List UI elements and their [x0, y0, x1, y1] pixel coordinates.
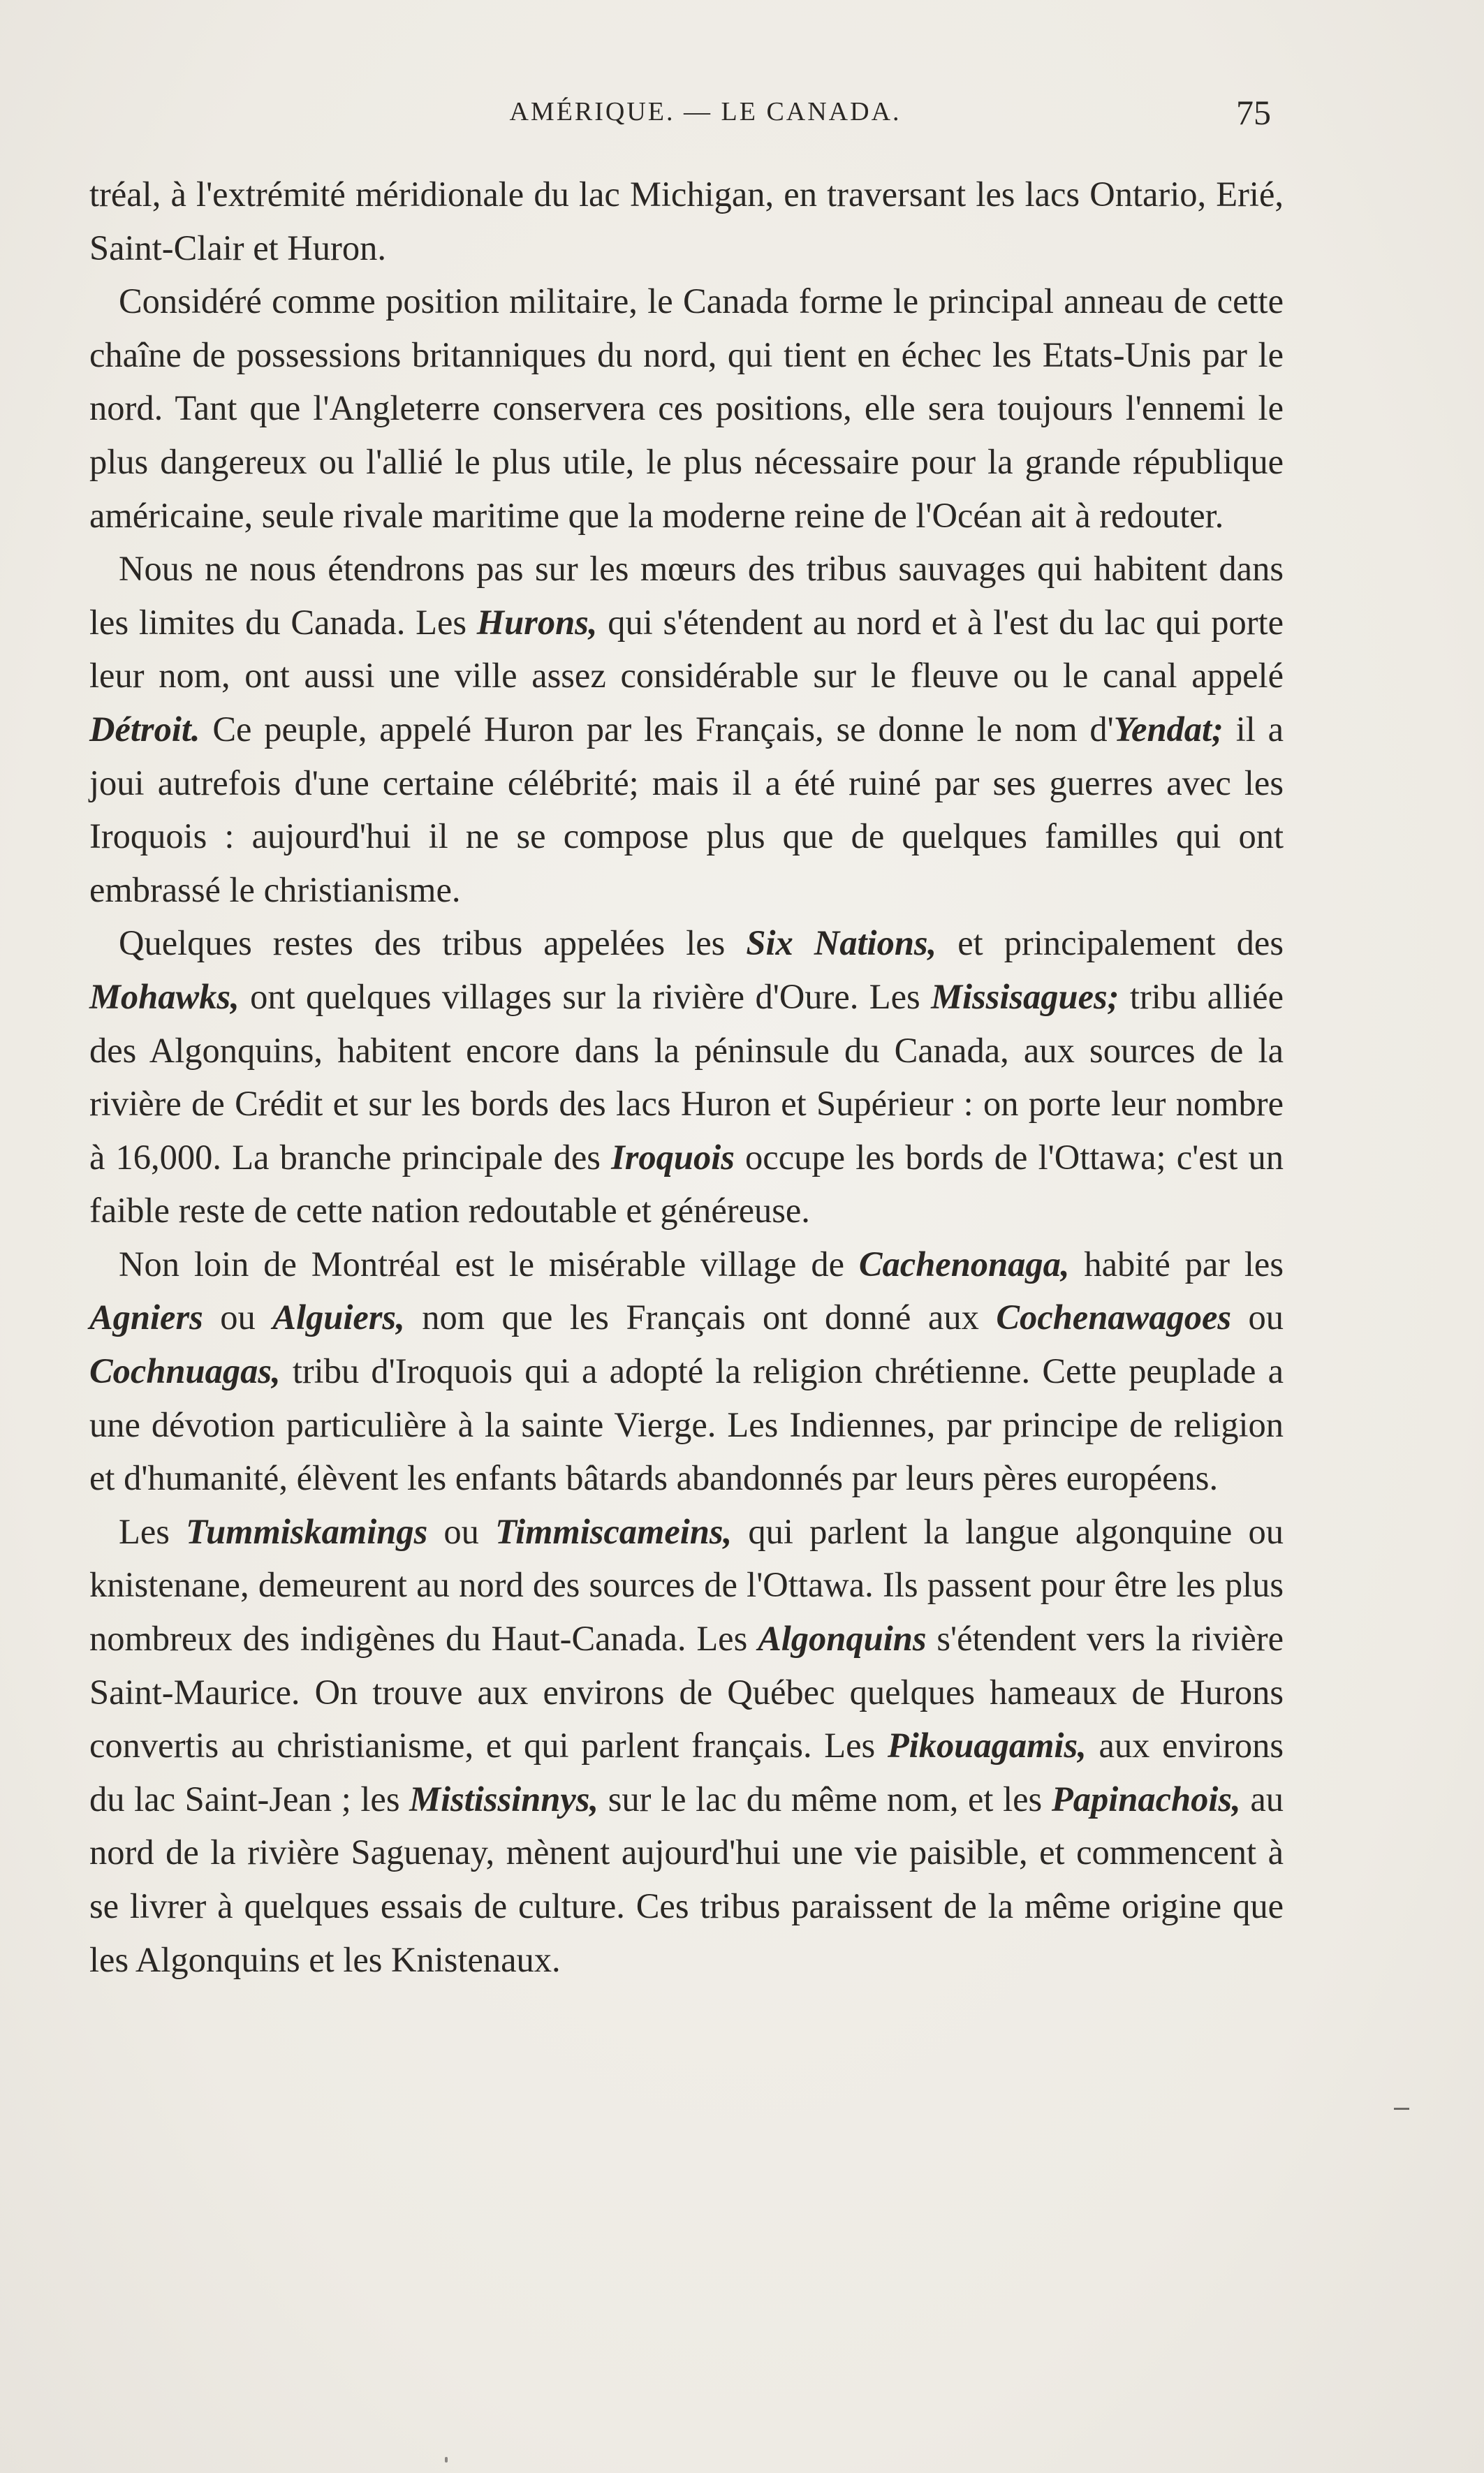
text-run: s'étendent vers la rivière Saint-Maurice. On trouve aux environs de Québec quelques hameaux de Hurons convertis au christianisme, et qui parlent français. Les [89, 1619, 1284, 1766]
text-run: tribu alliée des Algonquins, habitent encore dans la péninsule du Canada, aux sources de la rivière de Crédit et sur les bords des lacs Huron et Supérieur : on porte leur nombre à 16,000. La branche principale des [89, 976, 1284, 1177]
italic-term: Alguiers, [272, 1298, 405, 1337]
body-text [89, 168, 1284, 1986]
text-run: ou [427, 1511, 496, 1551]
italic-term: Timmiscameins, [495, 1511, 733, 1551]
italic-term: Cochenawagoes [996, 1298, 1232, 1337]
margin-mark [1394, 2108, 1409, 2110]
text-run: aux environs du lac Saint-Jean ; les [89, 1726, 1284, 1819]
paragraph [89, 542, 1284, 916]
italic-term: Cochnuagas, [89, 1351, 281, 1391]
bottom-mark [445, 2457, 448, 2463]
italic-term: Mohawks, [89, 976, 240, 1016]
text-run: il a joui autrefois d'une certaine célébrité; mais il a été ruiné par ses guerres avec les Iroquois : aujourd'hui il ne se compose plus que de quelques familles qui ont embrassé le christianisme. [89, 709, 1284, 909]
italic-term: Détroit. [89, 709, 200, 749]
text-run: Non loin de Montréal est le misérable village de [119, 1244, 859, 1284]
text-run: Considéré comme position militaire, le Canada forme le principal anneau de cette chaîne de possessions britanniques du nord, qui tient en échec les Etats-Unis par le nord. Tant que l'Angleterre conservera ces positions, elle sera toujours l'ennemi le plus dangereux ou l'allié le plus utile, le plus nécessaire pour la grande république américaine, seule rivale maritime que la moderne reine de l'Océan ait à redouter. [89, 281, 1284, 535]
italic-term: Mistissinnys, [409, 1779, 599, 1819]
text-run: Quelques restes des tribus appelées les [119, 923, 747, 963]
running-title: AMÉRIQUE. — LE CANADA. [509, 97, 902, 126]
italic-term: Algonquins [758, 1619, 927, 1659]
paragraph [89, 916, 1284, 1238]
text-run: tribu d'Iroquois qui a adopté la religion chrétienne. Cette peuplade a une dévotion particulière à la sainte Vierge. Les Indiennes, par principe de religion et d'humanité, élèvent les enfants bâtards abandonnés par leurs pères européens. [89, 1351, 1284, 1498]
paragraph [89, 1505, 1284, 1986]
italic-term: Agniers [89, 1298, 203, 1337]
text-run: qui s'étendent au nord et à l'est du lac qui porte leur nom, ont aussi une ville assez considérable sur le fleuve ou le canal appelé [89, 602, 1284, 696]
text-run: Nous ne nous étendrons pas sur les mœurs des tribus sauvages qui habitent dans les limites du Canada. Les [89, 549, 1284, 642]
text-run: occupe les bords de l'Ottawa; c'est un faible reste de cette nation redoutable et généreuse. [89, 1137, 1284, 1231]
text-run: au nord de la rivière Saguenay, mènent aujourd'hui une vie paisible, et commencent à se livrer à quelques essais de culture. Ces tribus paraissent de la même origine que les Algonquins et les Knistenaux. [89, 1779, 1284, 1979]
italic-term: Iroquois [611, 1137, 735, 1177]
italic-term: Papinachois, [1051, 1779, 1241, 1819]
italic-term: Cachenonaga, [858, 1244, 1070, 1284]
text-run: Ce peuple, appelé Huron par les Français, se donne le nom d' [200, 709, 1114, 749]
paragraph [89, 274, 1284, 542]
text-run: ou [203, 1298, 273, 1337]
paragraph [89, 1238, 1284, 1505]
running-head [0, 93, 1484, 138]
text-run: et principalement des [936, 923, 1284, 963]
text-run: ont quelques villages sur la rivière d'Oure. Les [239, 976, 932, 1016]
page-number: 75 [1236, 93, 1271, 132]
text-run: habité par les [1069, 1244, 1284, 1284]
italic-term: Yendat; [1113, 709, 1224, 749]
italic-term: Pikouagamis, [887, 1726, 1087, 1766]
text-run: nom que les Français ont donné aux [404, 1298, 997, 1337]
text-run: Les [119, 1511, 186, 1551]
italic-term: Tummiskamings [186, 1511, 428, 1551]
paragraph [89, 168, 1284, 274]
italic-term: Six Nations, [746, 923, 937, 963]
italic-term: Hurons, [476, 602, 598, 642]
text-run: qui parlent la langue algonquine ou knistenane, demeurent au nord des sources de l'Ottawa. Ils passent pour être les plus nombreux des indigènes du Haut-Canada. Les [89, 1511, 1284, 1659]
text-run: ou [1231, 1298, 1284, 1337]
italic-term: Missisagues; [931, 976, 1119, 1016]
text-run: sur le lac du même nom, et les [598, 1779, 1052, 1819]
text-run: tréal, à l'extrémité méridionale du lac Michigan, en traversant les lacs Ontario, Erié, Saint-Clair et Huron. [89, 175, 1284, 267]
